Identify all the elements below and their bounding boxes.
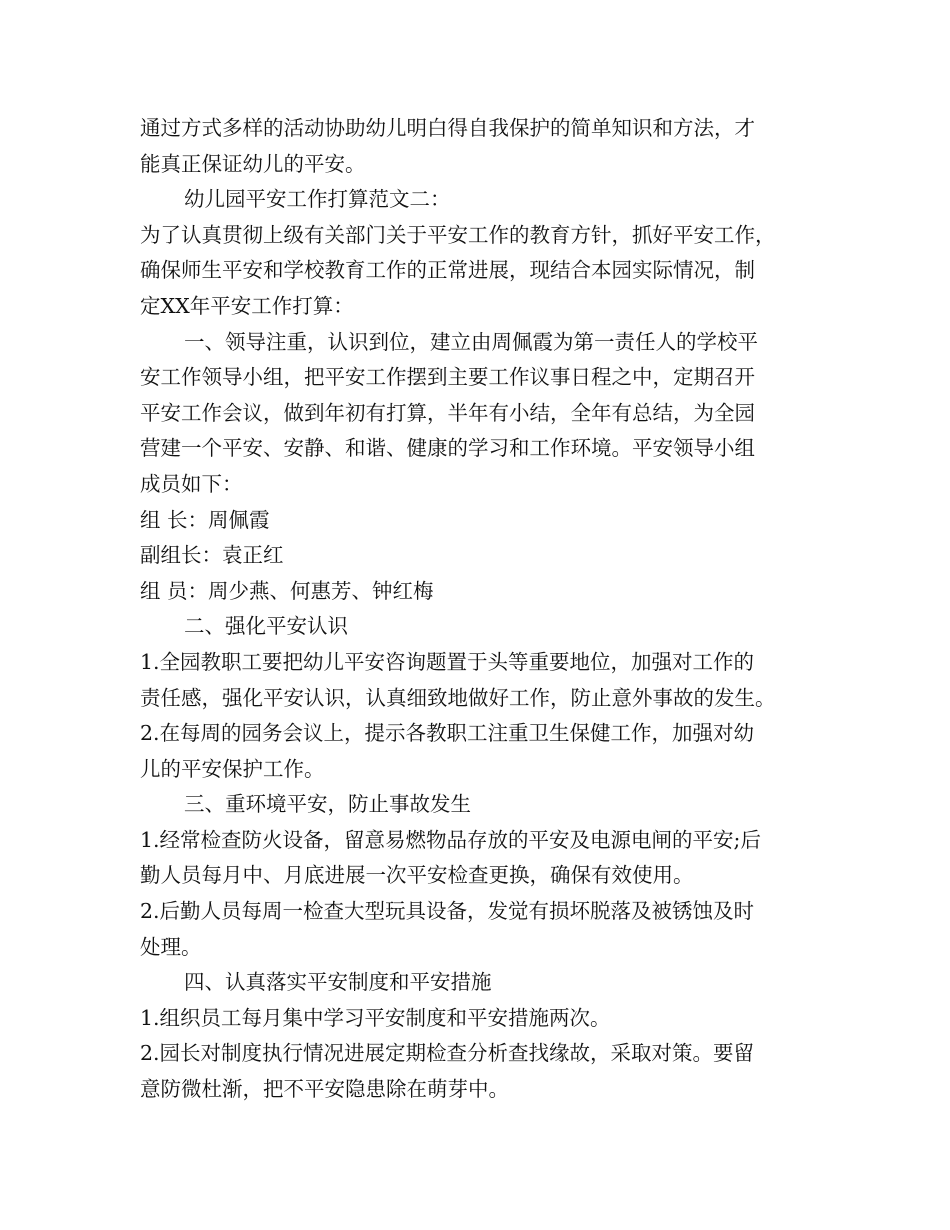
text-line: 营建一个平安、安静、和谐、健康的学习和工作环境。平安领导小组 [140, 436, 755, 461]
text-line: 副组长：袁正红 [140, 543, 284, 568]
text-line: 三、重环境平安，防止事故发生 [184, 792, 471, 817]
text-line: 处理。 [140, 934, 202, 959]
text-line: 组 长：周佩霞 [140, 507, 270, 532]
text-line: 安工作领导小组，把平安工作摆到主要工作议事日程之中，定期召开 [140, 365, 755, 390]
text-line: 一、领导注重，认识到位，建立由周佩霞为第一责任人的学校平 [184, 329, 758, 354]
text-line: 2.园长对制度执行情况进展定期检查分析查找缘故，采取对策。要留 [140, 1041, 755, 1066]
text-line: 幼儿园平安工作打算范文二： [184, 187, 451, 212]
text-line: 能真正保证幼儿的平安。 [140, 151, 366, 176]
document-body [140, 111, 820, 1108]
text-line: 为了认真贯彻上级有关部门关于平安工作的教育方针，抓好平安工作， [140, 222, 776, 247]
text-line: 儿的平安保护工作。 [140, 756, 325, 781]
text-line: 2.在每周的园务会议上，提示各教职工注重卫生保健工作，加强对幼 [140, 721, 755, 746]
text-line: 确保师生平安和学校教育工作的正常进展，现结合本园实际情况，制 [140, 258, 755, 283]
text-line: 四、认真落实平安制度和平安措施 [184, 970, 492, 995]
text-line: 通过方式多样的活动协助幼儿明白得自我保护的简单知识和方法，才 [140, 116, 755, 140]
text-line: 成员如下： [140, 471, 243, 496]
text-line: 1.经常检查防火设备，留意易燃物品存放的平安及电源电闸的平安;后 [140, 827, 761, 852]
text-line: 组 员：周少燕、何惠芳、钟红梅 [140, 578, 434, 603]
text-line: 1.全园教职工要把幼儿平安咨询题置于头等重要地位，加强对工作的 [140, 649, 755, 674]
text-line: 二、强化平安认识 [184, 614, 348, 639]
text-line: 责任感，强化平安认识，认真细致地做好工作，防止意外事故的发生。 [140, 685, 776, 710]
text-line: 平安工作会议，做到年初有打算，半年有小结，全年有总结，为全园 [140, 400, 755, 425]
text-line: 勤人员每月中、月底进展一次平安检查更换，确保有效使用。 [140, 863, 694, 888]
text-line: 2.后勤人员每周一检查大型玩具设备，发觉有损坏脱落及被锈蚀及时 [140, 899, 755, 924]
text-line: 意防微杜渐，把不平安隐患除在萌芽中。 [140, 1077, 509, 1102]
text-line: 定XX年平安工作打算： [140, 293, 354, 318]
text-line: 1.组织员工每月集中学习平安制度和平安措施两次。 [140, 1005, 611, 1030]
